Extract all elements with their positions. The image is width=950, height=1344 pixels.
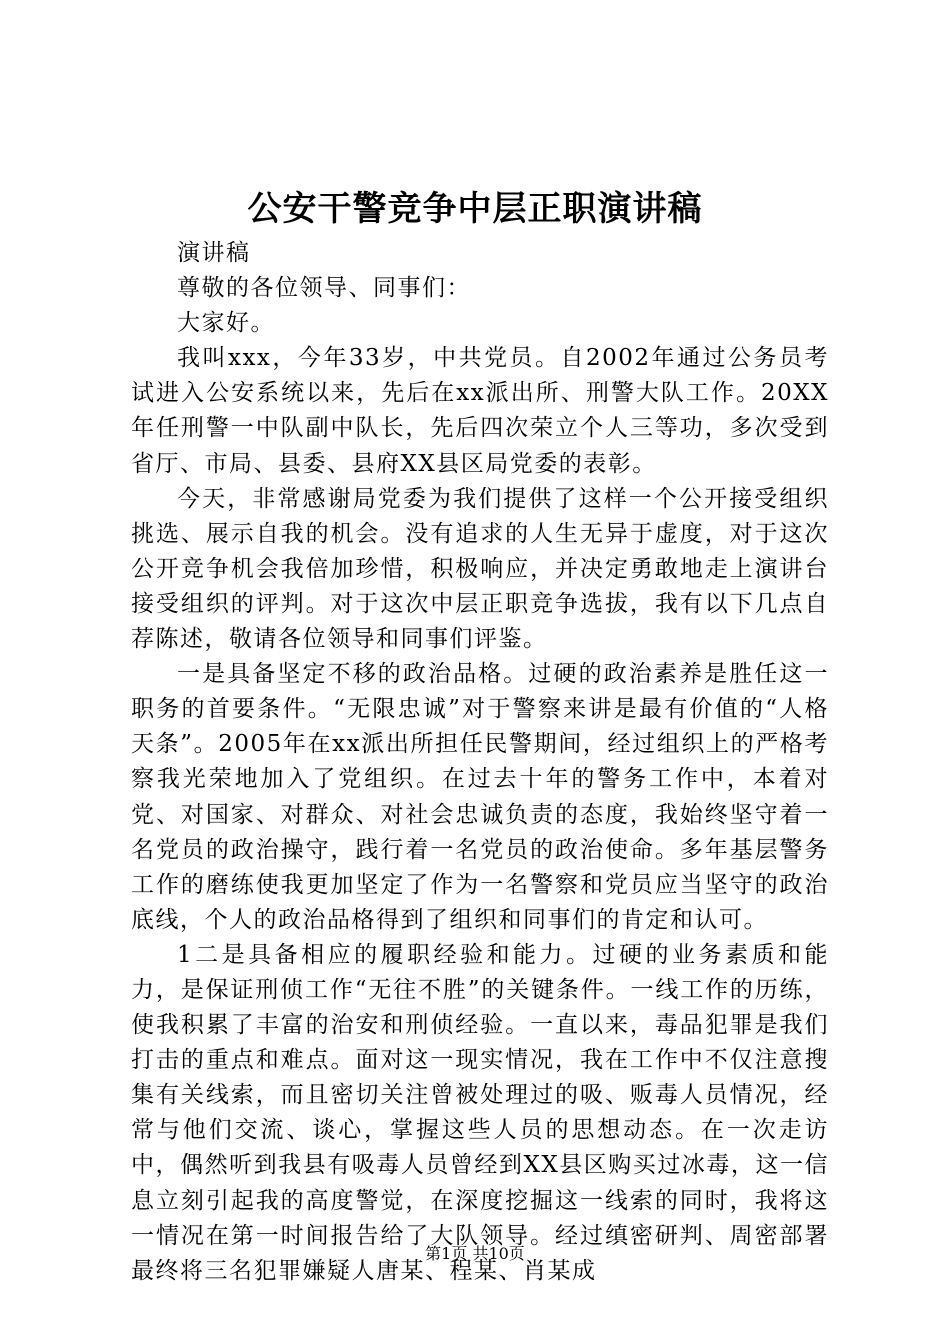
paragraph-heading-label: 演讲稿: [177, 240, 251, 266]
paragraph-point-one: 一是具备坚定不移的政治品格。过硬的政治素养是胜任这一职务的首要条件。“无限忠诚”对于警察来讲是最有价值的“人格天条”。2005年在xx派出所担任民警期间，经过组织上的严格考察我光荣地加入了党组织。在过去十年的警务工作中，本着对党、对国家、对群众、对社会忠诚负责的态度，我始终坚守着一名党员的政治操守，践行着一名党员的政治使命。多年基层警务工作的磨练使我更加坚定了作为一名警察和党员应当坚守的政治底线，个人的政治品格得到了组织和同事们的肯定和认可。: [131, 661, 829, 933]
page-number-footer: 第1页 共10页: [425, 1244, 525, 1263]
paragraph-point-two: 1二是具备相应的履职经验和能力。过硬的业务素质和能力，是保证刑侦工作“无往不胜”的关键条件。一线工作的历练，使我积累了丰富的治安和刑侦经验。一直以来，毒品犯罪是我们打击的重点和难点。面对这一现实情况，我在工作中不仅注意搜集有关线索，而且密切关注曾被处理过的吸、贩毒人员情况，经常与他们交流、谈心，掌握这些人员的思想动态。在一次走访中，偶然听到我县有吸毒人员曾经到XX县区购买过冰毒，这一信息立刻引起我的高度警觉，在深度挖掘这一线索的同时，我将这一情况在第一时间报告给了大队领导。经过缜密研判、周密部署最终将三名犯罪嫌疑人唐某、程某、肖某成: [131, 941, 829, 1284]
paragraph-introduction: 我叫xxx，今年33岁，中共党员。自2002年通过公务员考试进入公安系统以来，先后在xx派出所、刑警大队工作。20XX年任刑警一中队副中队长，先后四次荣立个人三等功，多次受到省厅、市局、县委、县府XX县区局党委的表彰。: [131, 345, 829, 477]
document-body: [131, 236, 829, 1289]
document-title: 公安干警竞争中层正职演讲稿: [247, 189, 703, 229]
paragraph-salutation: 尊敬的各位领导、同事们：: [177, 275, 471, 302]
paragraph-greeting: 大家好。: [177, 310, 275, 337]
paragraph-thanks: 今天，非常感谢局党委为我们提供了这样一个公开接受组织挑选、展示自我的机会。没有追求的人生无异于虚度，对于这次公开竞争机会我倍加珍惜，积极响应，并决定勇敢地走上演讲台接受组织的评判。对于这次中层正职竞争选拔，我有以下几点自荐陈述，敬请各位领导和同事们评鉴。: [131, 485, 829, 653]
